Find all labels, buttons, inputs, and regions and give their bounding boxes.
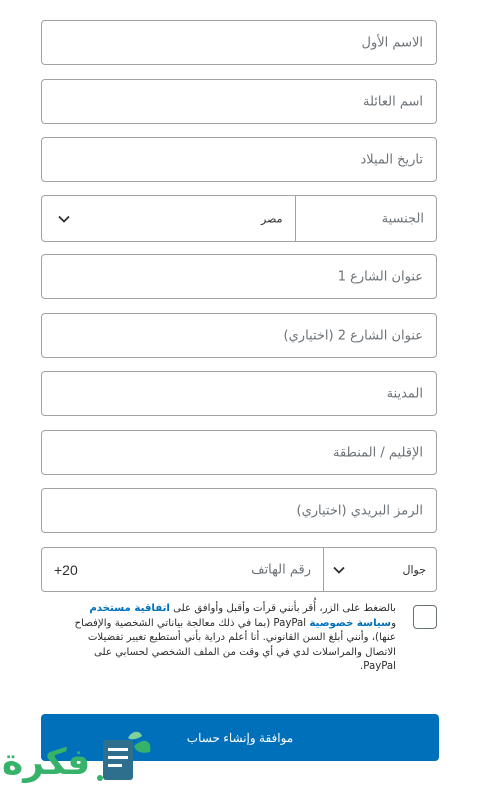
city-field[interactable] [41, 371, 437, 416]
chevron-down-icon [332, 563, 346, 577]
consent-text [62, 602, 396, 675]
privacy-policy-link[interactable]: سياسة خصوصية [309, 617, 392, 629]
date-of-birth-field[interactable] [41, 137, 437, 182]
city-placeholder: المدينة [386, 386, 423, 401]
dob-placeholder: تاريخ الميلاد [360, 152, 423, 167]
region-placeholder: الإقليم / المنطقة [333, 445, 423, 460]
phone-placeholder: رقم الهاتف [251, 562, 311, 577]
phone-type-value: جوال [402, 563, 426, 576]
consent-text-part2: و [391, 617, 396, 629]
phone-divider [323, 548, 324, 591]
user-agreement-link[interactable]: اتفاقية مستخدم [89, 603, 170, 614]
nationality-value: مصر [261, 212, 283, 225]
phone-field [41, 547, 437, 592]
consent-text-part1: بالضغط على الزر، أُقر بأنني قرأت وأقبل وأوافق على [169, 603, 396, 614]
phone-type-select[interactable] [324, 548, 436, 591]
first-name-placeholder: الاسم الأول [361, 35, 423, 50]
region-field[interactable] [41, 430, 437, 475]
nationality-select[interactable] [41, 195, 437, 242]
chevron-down-icon [57, 212, 71, 226]
country-code: +20 [54, 561, 78, 578]
first-name-field[interactable] [41, 20, 437, 65]
last-name-field[interactable] [41, 79, 437, 124]
nationality-label: الجنسية [381, 211, 424, 226]
watermark-text: فكرة [2, 742, 91, 783]
postal-placeholder: الرمز البريدي (اختياري) [296, 503, 423, 518]
nationality-divider [295, 196, 296, 241]
street-address-1-field[interactable] [41, 254, 437, 299]
street2-placeholder: عنوان الشارع 2 (اختياري) [283, 328, 423, 343]
phone-number-input[interactable] [42, 548, 323, 591]
consent-text-part3: PayPal (بما في ذلك معالجة بياناتي الشخصية والإفصاح عنها)، وأنني أبلغ السن القانوني. أنا أعلم دراية بأني أستطيع تغيير تفضيلات الاتصال والمراسلات لدي في أي وقت من الملف الشخصي لحسابي على PayPal. [74, 617, 396, 673]
street-address-2-field[interactable] [41, 313, 437, 358]
agree-create-account-button[interactable]: موافقة وإنشاء حساب [41, 714, 439, 761]
last-name-placeholder: اسم العائلة [363, 94, 423, 109]
street1-placeholder: عنوان الشارع 1 [337, 269, 423, 284]
consent-checkbox[interactable] [413, 605, 437, 629]
postal-code-field[interactable] [41, 488, 437, 533]
